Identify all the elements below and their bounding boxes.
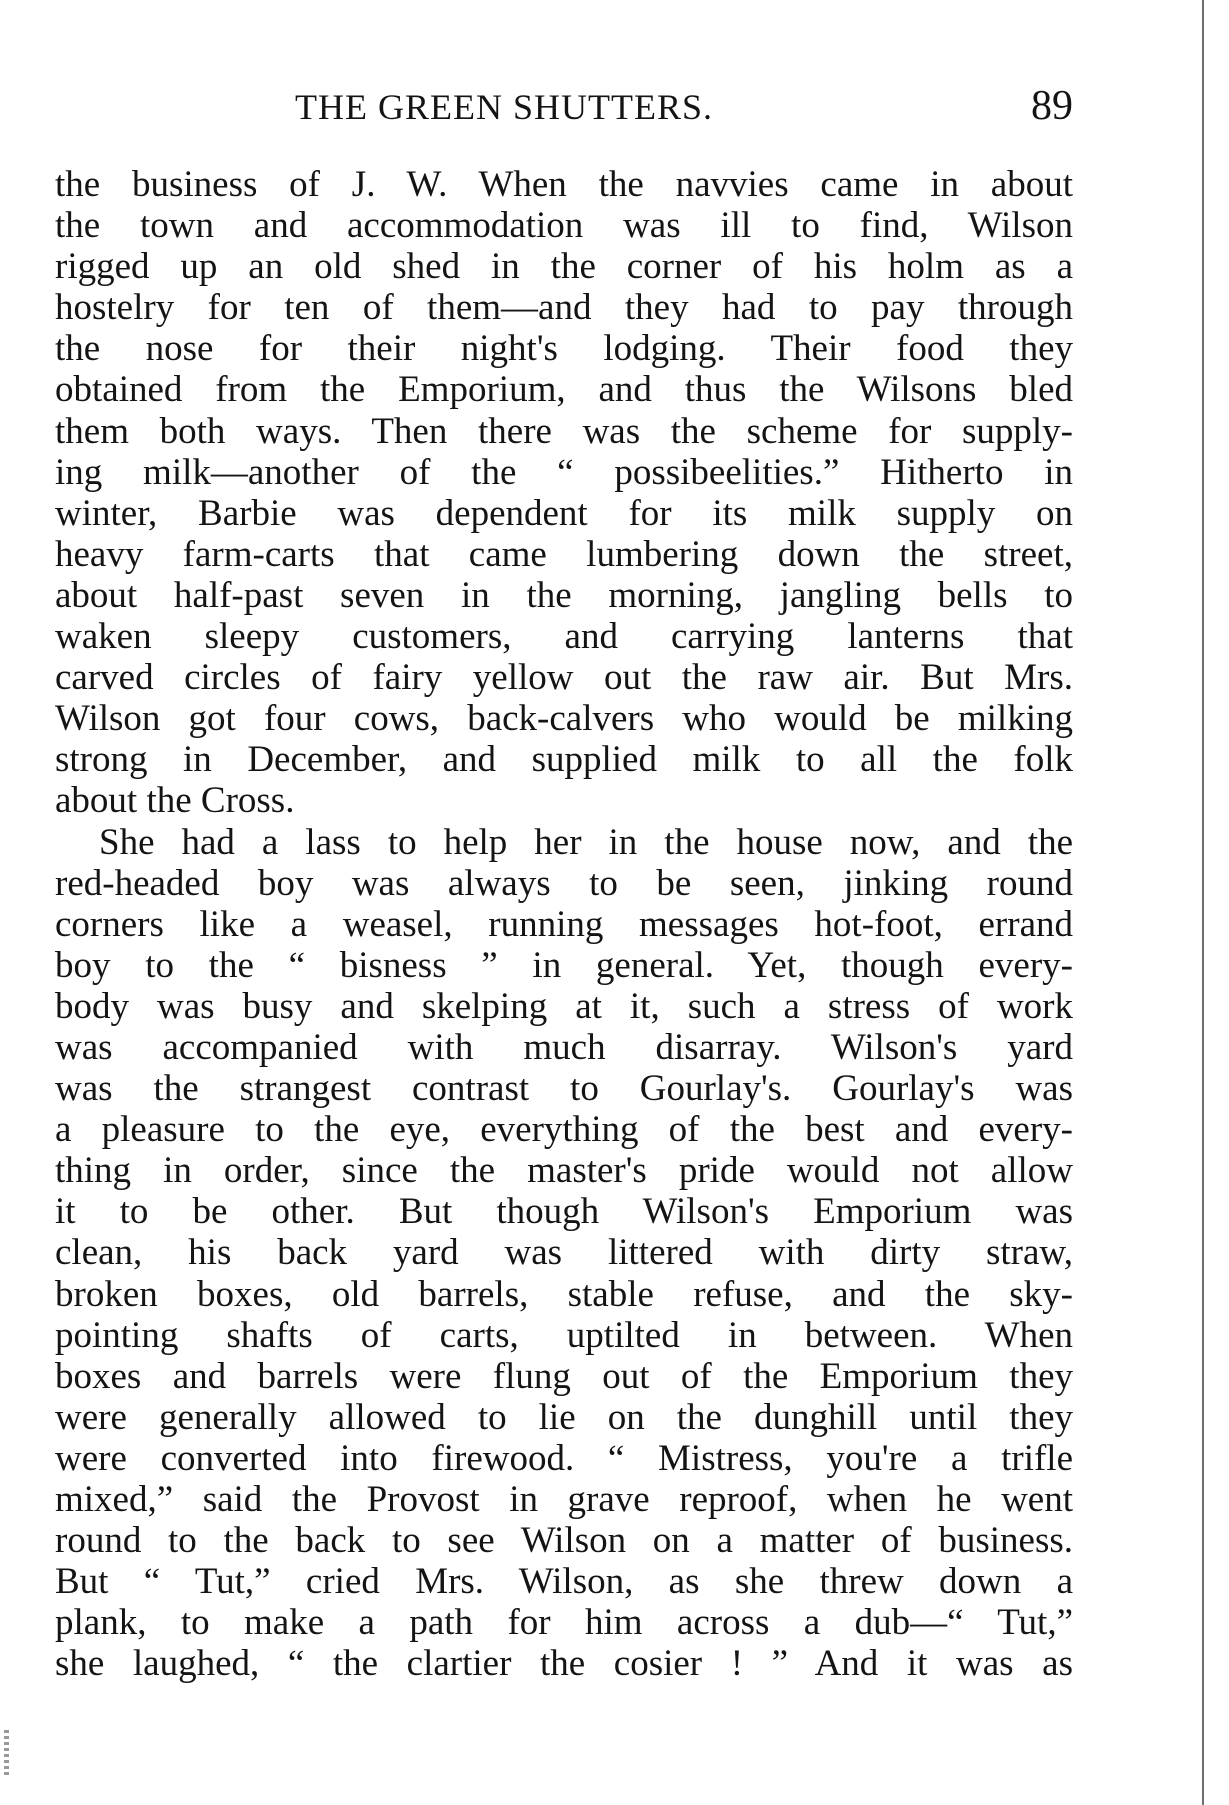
text-line: carved circles of fairy yellow out the raw air. But Mrs. (55, 657, 1073, 699)
text-line: mixed,” said the Provost in grave reproof, when he went (55, 1479, 1073, 1520)
text-line: rigged up an old shed in the corner of his holm as a (55, 246, 1073, 288)
text-line: the business of J. W. When the navvies came in about (55, 164, 1073, 205)
text-line: a pleasure to the eye, everything of the best and every- (55, 1109, 1073, 1151)
text-line: was the strangest contrast to Gourlay's. Gourlay's was (55, 1068, 1073, 1110)
running-head: THE GREEN SHUTTERS. (295, 87, 713, 127)
text-line: winter, Barbie was dependent for its milk supply on (55, 492, 1073, 534)
page-header (55, 82, 1073, 132)
text-line: corners like a weasel, running messages hot-foot, errand (55, 903, 1073, 945)
text-line: were converted into firewood. “ Mistress, you're a trifle (55, 1437, 1073, 1479)
text-line: she laughed, “ the clartier the cosier ! ” And it was as (55, 1643, 1073, 1685)
text-line: boy to the “ bisness ” in general. Yet, though every- (55, 944, 1073, 986)
text-line: She had a lass to help her in the house now, and the (99, 821, 1073, 863)
text-line: broken boxes, old barrels, stable refuse, and the sky- (55, 1273, 1073, 1315)
text-line: plank, to make a path for him across a dub—“ Tut,” (55, 1602, 1073, 1644)
text-line: pointing shafts of carts, uptilted in between. When (55, 1314, 1073, 1356)
text-line: waken sleepy customers, and carrying lanterns that (55, 616, 1073, 658)
text-line: body was busy and skelping at it, such a stress of work (55, 985, 1073, 1027)
text-line: was accompanied with much disarray. Wilson's yard (55, 1026, 1073, 1068)
body-text (55, 164, 1073, 1684)
text-line: about half-past seven in the morning, jangling bells to (55, 574, 1073, 616)
text-line: clean, his back yard was littered with dirty straw, (55, 1232, 1073, 1274)
text-line: strong in December, and supplied milk to all the folk (55, 739, 1073, 781)
page-edge-line (1202, 0, 1204, 1805)
text-line: about the Cross. (55, 780, 295, 822)
text-line: the town and accommodation was ill to find, Wilson (55, 205, 1073, 247)
text-line: boxes and barrels were flung out of the Emporium they (55, 1355, 1073, 1397)
page-number: 89 (1031, 83, 1073, 129)
text-line: were generally allowed to lie on the dunghill until they (55, 1396, 1073, 1438)
text-line: But “ Tut,” cried Mrs. Wilson, as she threw down a (55, 1561, 1073, 1603)
text-line: it to be other. But though Wilson's Emporium was (55, 1191, 1073, 1233)
text-line: thing in order, since the master's pride would not allow (55, 1150, 1073, 1192)
text-line: them both ways. Then there was the scheme for supply- (55, 410, 1073, 452)
text-line: obtained from the Emporium, and thus the Wilsons bled (55, 369, 1073, 411)
text-line: red-headed boy was always to be seen, jinking round (55, 862, 1073, 904)
text-line: heavy farm-carts that came lumbering down the street, (55, 533, 1073, 575)
scan-gutter-mark (4, 1730, 9, 1778)
text-line: round to the back to see Wilson on a matter of business. (55, 1520, 1073, 1562)
text-line: ing milk—another of the “ possibeelities.” Hitherto in (55, 451, 1073, 493)
text-line: hostelry for ten of them—and they had to pay through (55, 287, 1073, 329)
text-line: the nose for their night's lodging. Their food they (55, 328, 1073, 370)
text-line: Wilson got four cows, back-calvers who would be milking (55, 698, 1073, 740)
